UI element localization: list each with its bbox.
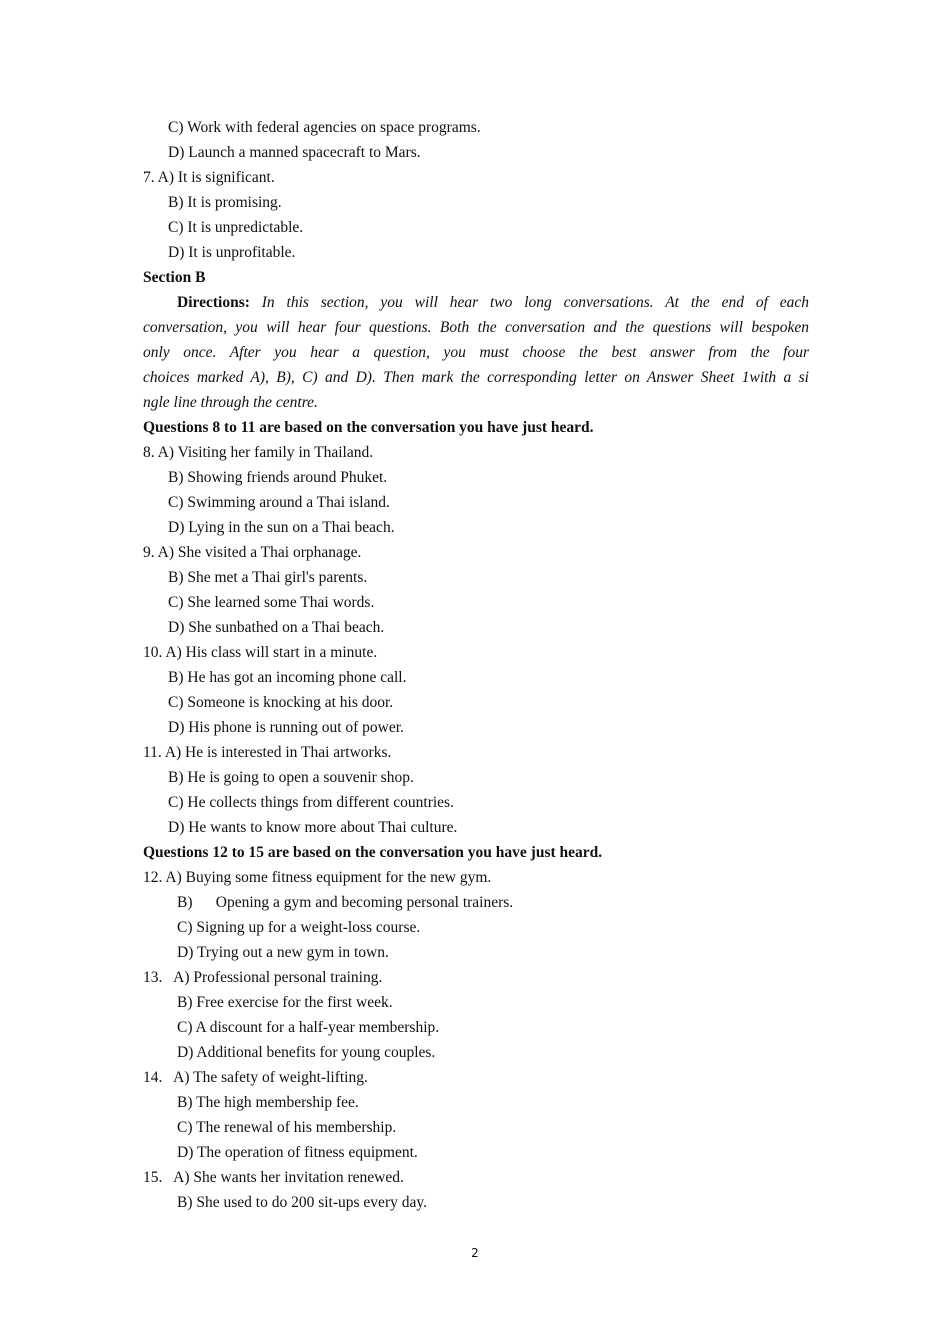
directions-text-3: only once. After you hear a question, you must choose the best answer from the four <box>143 344 809 361</box>
questions-heading-8-11: Questions 8 to 11 are based on the conversation you have just heard. <box>143 419 594 436</box>
question-13-option-a: 13. A) Professional personal training. <box>143 969 383 986</box>
question-9-option-a: 9. A) She visited a Thai orphanage. <box>143 544 362 561</box>
directions-line-4 <box>143 365 809 390</box>
questions-heading-12-15: Questions 12 to 15 are based on the conversation you have just heard. <box>143 844 603 861</box>
question-14-option-a: 14. A) The safety of weight-lifting. <box>143 1069 368 1086</box>
option-10c: C) Someone is knocking at his door. <box>168 694 394 711</box>
directions-line-3 <box>143 340 809 365</box>
option-13c: C) A discount for a half-year membership. <box>177 1019 440 1036</box>
directions-text-1: In this section, you will hear two long conversations. At the end of each <box>261 294 810 311</box>
question-15-option-a: 15. A) She wants her invitation renewed. <box>143 1169 404 1186</box>
option-11b: B) He is going to open a souvenir shop. <box>168 769 414 786</box>
option-7c: C) It is unpredictable. <box>168 219 304 236</box>
page-number: 2 <box>471 1246 479 1260</box>
option-9c: C) She learned some Thai words. <box>168 594 375 611</box>
option-10b: B) He has got an incoming phone call. <box>168 669 407 686</box>
option-6d: D) Launch a manned spacecraft to Mars. <box>168 144 421 161</box>
option-14b: B) The high membership fee. <box>177 1094 359 1111</box>
option-14c: C) The renewal of his membership. <box>177 1119 397 1136</box>
directions-label: Directions: <box>177 294 250 311</box>
option-9d: D) She sunbathed on a Thai beach. <box>168 619 385 636</box>
question-10-option-a: 10. A) His class will start in a minute. <box>143 644 378 661</box>
option-12d: D) Trying out a new gym in town. <box>177 944 389 961</box>
option-12c: C) Signing up for a weight-loss course. <box>177 919 421 936</box>
option-9b: B) She met a Thai girl's parents. <box>168 569 368 586</box>
option-7b: B) It is promising. <box>168 194 282 211</box>
option-13b: B) Free exercise for the first week. <box>177 994 393 1011</box>
question-7-option-a: 7. A) It is significant. <box>143 169 275 186</box>
option-8b: B) Showing friends around Phuket. <box>168 469 388 486</box>
option-8d: D) Lying in the sun on a Thai beach. <box>168 519 395 536</box>
option-7d: D) It is unprofitable. <box>168 244 296 261</box>
option-11d: D) He wants to know more about Thai culture. <box>168 819 458 836</box>
directions-line-5 <box>143 390 809 415</box>
directions-text-4: choices marked A), B), C) and D). Then mark the corresponding letter on Answer Sheet 1with a si <box>143 369 809 386</box>
directions-line-2 <box>143 315 809 340</box>
option-13d: D) Additional benefits for young couples. <box>177 1044 436 1061</box>
question-8-option-a: 8. A) Visiting her family in Thailand. <box>143 444 374 461</box>
directions-line-1 <box>177 290 809 315</box>
option-15b: B) She used to do 200 sit-ups every day. <box>177 1194 427 1211</box>
directions-text-5: ngle line through the centre. <box>143 394 318 411</box>
option-11c: C) He collects things from different countries. <box>168 794 454 811</box>
option-12b: B) Opening a gym and becoming personal trainers. <box>177 894 514 911</box>
option-6c: C) Work with federal agencies on space programs. <box>168 119 481 136</box>
option-10d: D) His phone is running out of power. <box>168 719 404 736</box>
directions-text-2: conversation, you will hear four questions. Both the conversation and the questions will bespoken <box>143 319 809 336</box>
question-11-option-a: 11. A) He is interested in Thai artworks. <box>143 744 392 761</box>
option-14d: D) The operation of fitness equipment. <box>177 1144 418 1161</box>
question-12-option-a: 12. A) Buying some fitness equipment for the new gym. <box>143 869 492 886</box>
section-heading: Section B <box>143 269 206 286</box>
option-8c: C) Swimming around a Thai island. <box>168 494 390 511</box>
